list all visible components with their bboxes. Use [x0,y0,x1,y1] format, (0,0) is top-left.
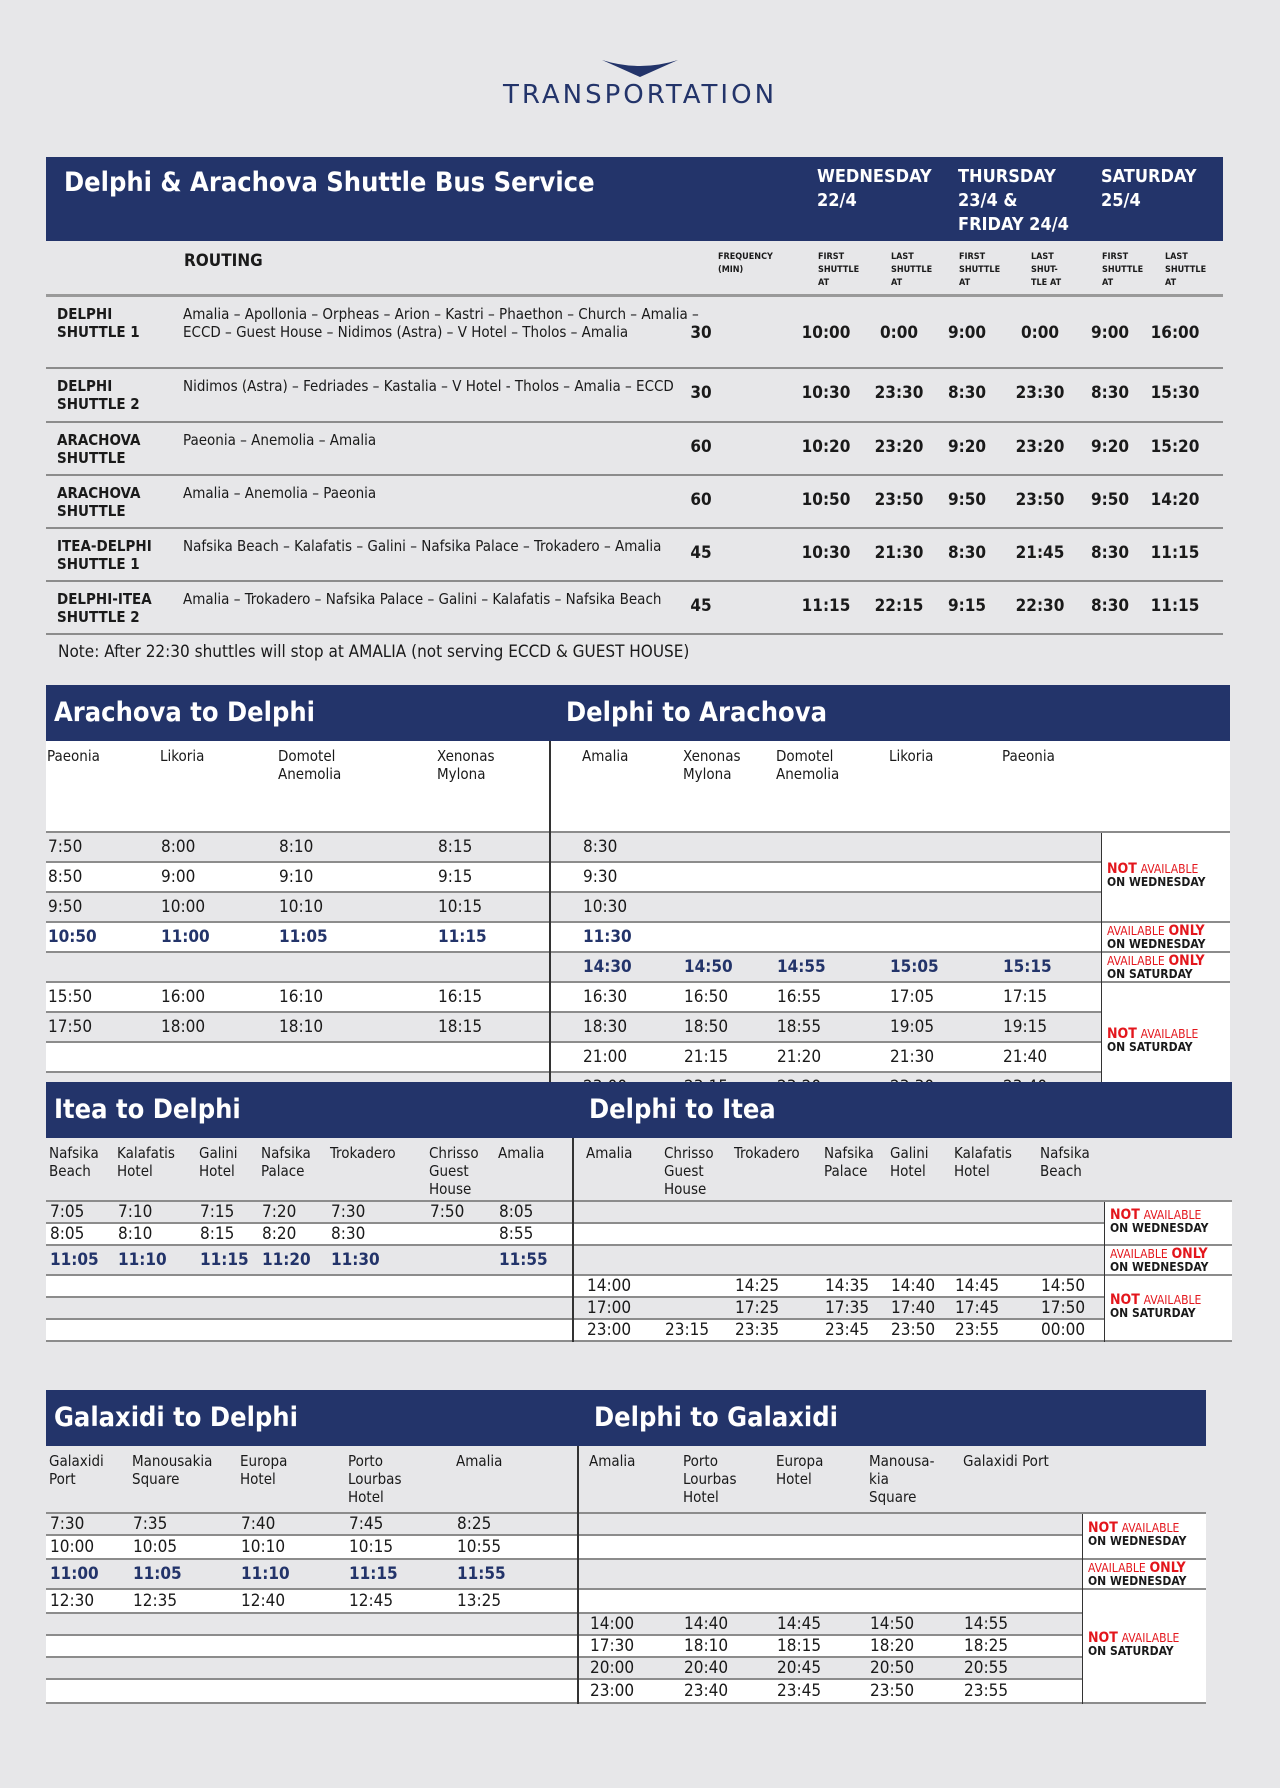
time-cell: 23:35 [735,1320,780,1340]
time-cell: 23:55 [955,1320,1000,1340]
time-cell: 10:55 [457,1537,502,1557]
frequency-value: 30 [690,323,712,343]
time-cell: 14:55 [964,1614,1009,1634]
shuttle-table-title: Delphi & Arachova Shuttle Bus Service [64,167,595,198]
time-value: 21:45 [1015,543,1065,563]
time-value: 15:30 [1150,383,1200,403]
stop-header: Porto Lourbas Hotel [683,1452,737,1506]
table-row [578,1536,1083,1560]
time-cell: 7:30 [50,1514,85,1534]
stop-header: Galini Hotel [890,1144,929,1180]
time-cell: 18:10 [684,1636,729,1656]
stop-header: Kalafatis Hotel [954,1144,1012,1180]
time-cell: 19:15 [1003,1017,1048,1037]
time-cell: 11:55 [499,1250,548,1270]
table-row [573,1224,1105,1246]
time-cell: 16:50 [684,987,729,1007]
column-header: FIRST SHUTTLE AT [818,252,860,288]
time-value: 8:30 [947,383,987,403]
availability-note: AVAILABLE ONLY ON SATURDAY [1102,953,1230,983]
time-cell: 14:40 [891,1276,936,1296]
stop-header: Amalia [456,1452,503,1470]
route-path: Amalia – Anemolia – Paeonia [183,484,377,502]
time-cell: 23:40 [684,1681,729,1701]
stop-header: Domotel Anemolia [278,747,342,783]
time-value: 14:20 [1150,490,1200,510]
time-value: 9:50 [1090,490,1130,510]
route-name: ITEA-DELPHI SHUTTLE 1 [57,537,152,573]
column-header: LAST SHUTTLE AT [1165,252,1207,288]
time-value: 11:15 [1150,543,1200,563]
time-cell: 18:30 [583,1017,628,1037]
transportation-logo [0,58,1280,110]
time-cell: 7:40 [241,1514,276,1534]
column-header: FREQUENCY (MIN) [718,252,773,275]
stop-header: Porto Lourbas Hotel [348,1452,402,1506]
time-value: 9:50 [947,490,987,510]
time-value: 11:15 [801,596,851,616]
time-cell: 7:05 [50,1202,85,1222]
time-cell: 11:20 [262,1250,311,1270]
availability-note: AVAILABLE ONLY ON WEDNESDAY [1083,1560,1206,1590]
stop-header: Likoria [160,747,205,765]
stop-header: Trokadero [734,1144,800,1162]
time-cell: 12:30 [50,1591,95,1611]
stop-header: Kalafatis Hotel [117,1144,175,1180]
time-cell: 8:00 [161,837,196,857]
time-cell: 15:05 [890,957,939,977]
time-cell: 14:35 [825,1276,870,1296]
stop-header: Likoria [889,747,934,765]
time-cell: 8:30 [583,837,618,857]
time-value: 9:20 [1090,437,1130,457]
stop-header: Chrisso Guest House [429,1144,479,1198]
time-cell: 9:30 [583,867,618,887]
time-cell: 23:00 [587,1320,632,1340]
stop-header: Chrisso Guest House [664,1144,714,1198]
time-cell: 14:50 [684,957,733,977]
time-cell: 23:55 [964,1681,1009,1701]
frequency-value: 30 [690,383,712,403]
right-title: Delphi to Itea [589,1094,776,1125]
time-cell: 9:00 [161,867,196,887]
frequency-value: 60 [690,437,712,457]
time-cell: 11:05 [279,927,328,947]
table-row [46,1043,550,1073]
time-cell: 9:10 [279,867,314,887]
route-name: ARACHOVA SHUTTLE [57,431,141,467]
stop-header: Nafsika Beach [1040,1144,1090,1180]
stop-header: Paeonia [1002,747,1055,765]
time-cell: 23:00 [590,1681,635,1701]
time-value: 21:30 [874,543,924,563]
time-value: 10:50 [801,490,851,510]
column-divider [572,1138,574,1342]
column-divider [549,741,551,1103]
table-row [550,893,1102,923]
time-cell: 11:05 [133,1564,182,1584]
route-path: Amalia – Trokadero – Nafsika Palace – Galini – Kalafatis – Nafsika Beach [183,590,662,608]
stop-header: Manousakia Square [132,1452,213,1488]
time-value: 11:15 [1150,596,1200,616]
time-cell: 9:50 [48,897,83,917]
time-cell: 11:15 [438,927,487,947]
column-header: FIRST SHUTTLE AT [1102,252,1144,288]
time-cell: 7:20 [262,1202,297,1222]
arachova-header-bar [46,685,1230,741]
day-header-saturday: SATURDAY 25/4 [1101,166,1197,211]
time-cell: 14:40 [684,1614,729,1634]
route-name: DELPHI-ITEA SHUTTLE 2 [57,590,152,626]
day-header-wednesday: WEDNESDAY 22/4 [817,166,932,211]
time-value: 23:20 [874,437,924,457]
time-cell: 17:50 [1041,1298,1086,1318]
time-cell: 17:40 [891,1298,936,1318]
time-cell: 10:15 [438,897,483,917]
column-divider [577,1446,579,1704]
time-cell: 11:30 [331,1250,380,1270]
time-cell: 16:15 [438,987,483,1007]
time-cell: 18:15 [777,1636,822,1656]
time-cell: 12:35 [133,1591,178,1611]
time-cell: 18:10 [279,1017,324,1037]
time-value: 23:50 [874,490,924,510]
column-header: FIRST SHUTTLE AT [959,252,1001,288]
time-cell: 17:05 [890,987,935,1007]
time-value: 23:50 [1015,490,1065,510]
stop-header: Amalia [582,747,629,765]
time-cell: 10:50 [48,927,97,947]
route-name: ARACHOVA SHUTTLE [57,484,141,520]
route-row [46,582,1223,635]
availability-note: NOT AVAILABLE ON WEDNESDAY [1083,1514,1206,1560]
chevron-wing-icon [600,58,680,78]
time-cell: 11:10 [241,1564,290,1584]
frequency-value: 45 [690,543,712,563]
route-row [46,476,1223,529]
routing-label: ROUTING [184,251,263,271]
time-value: 10:30 [801,383,851,403]
time-cell: 7:30 [331,1202,366,1222]
time-cell: 17:15 [1003,987,1048,1007]
time-value: 10:20 [801,437,851,457]
time-cell: 7:50 [48,837,83,857]
availability-note: AVAILABLE ONLY ON WEDNESDAY [1102,923,1230,953]
route-path: Paeonia – Anemolia – Amalia [183,431,377,449]
table-row [46,1298,573,1320]
time-value: 10:00 [801,323,851,343]
time-cell: 13:25 [457,1591,502,1611]
time-cell: 14:25 [735,1276,780,1296]
time-value: 23:30 [874,383,924,403]
time-cell: 12:45 [349,1591,394,1611]
time-cell: 10:05 [133,1537,178,1557]
time-cell: 16:00 [161,987,206,1007]
time-cell: 7:45 [349,1514,384,1534]
time-cell: 11:10 [118,1250,167,1270]
time-cell: 18:15 [438,1017,483,1037]
table-row [573,1246,1105,1276]
time-cell: 14:50 [870,1614,915,1634]
time-cell: 23:45 [825,1320,870,1340]
time-value: 15:20 [1150,437,1200,457]
time-value: 22:30 [1015,596,1065,616]
time-cell: 19:05 [890,1017,935,1037]
time-cell: 21:00 [583,1047,628,1067]
time-cell: 17:50 [48,1017,93,1037]
time-cell: 18:25 [964,1636,1009,1656]
stop-header: Xenonas Mylona [437,747,495,783]
time-cell: 9:15 [438,867,473,887]
time-cell: 20:00 [590,1658,635,1678]
time-cell: 14:50 [1041,1276,1086,1296]
time-cell: 11:55 [457,1564,506,1584]
frequency-value: 45 [690,596,712,616]
time-cell: 10:00 [50,1537,95,1557]
stop-header: Nafsika Beach [49,1144,99,1180]
route-path: Nafsika Beach – Kalafatis – Galini – Nafsika Palace – Trokadero – Amalia [183,537,662,555]
time-cell: 11:00 [161,927,210,947]
time-value: 0:00 [879,323,919,343]
shuttle-table-header [46,157,1223,241]
time-cell: 18:55 [777,1017,822,1037]
time-cell: 8:10 [279,837,314,857]
time-cell: 23:50 [891,1320,936,1340]
time-cell: 18:50 [684,1017,729,1037]
time-cell: 8:10 [118,1224,153,1244]
table-row [550,923,1102,953]
table-row [46,1614,578,1636]
time-value: 9:00 [947,323,987,343]
right-title: Delphi to Galaxidi [594,1402,838,1433]
route-row [46,423,1223,476]
stop-header: Nafsika Palace [824,1144,874,1180]
time-cell: 14:30 [583,957,632,977]
route-name: DELPHI SHUTTLE 1 [57,305,140,341]
table-row [550,833,1102,863]
time-cell: 00:00 [1041,1320,1086,1340]
time-cell: 11:15 [349,1564,398,1584]
time-cell: 23:15 [665,1320,710,1340]
availability-note: NOT AVAILABLE ON SATURDAY [1083,1590,1206,1704]
availability-note: NOT AVAILABLE ON WEDNESDAY [1105,1202,1232,1246]
left-title: Galaxidi to Delphi [54,1402,298,1433]
time-cell: 20:50 [870,1658,915,1678]
stop-header: Europa Hotel [776,1452,824,1488]
stop-header: Galaxidi Port [49,1452,104,1488]
time-cell: 15:15 [1003,957,1052,977]
time-cell: 23:45 [777,1681,822,1701]
stop-header: Galaxidi Port [963,1452,1049,1470]
frequency-value: 60 [690,490,712,510]
time-cell: 17:45 [955,1298,1000,1318]
time-cell: 14:55 [777,957,826,977]
time-cell: 18:20 [870,1636,915,1656]
left-title: Arachova to Delphi [54,697,315,728]
left-title: Itea to Delphi [54,1094,241,1125]
stop-header: Trokadero [330,1144,396,1162]
shuttle-note: Note: After 22:30 shuttles will stop at AMALIA (not serving ECCD & GUEST HOUSE) [58,642,690,662]
stop-header: Nafsika Palace [261,1144,311,1180]
stop-header: Domotel Anemolia [776,747,840,783]
time-cell: 12:40 [241,1591,286,1611]
stop-header: Europa Hotel [240,1452,288,1488]
time-cell: 14:45 [777,1614,822,1634]
stop-header: Galini Hotel [199,1144,238,1180]
time-value: 0:00 [1020,323,1060,343]
time-cell: 11:30 [583,927,632,947]
time-value: 23:30 [1015,383,1065,403]
table-row [46,953,550,983]
table-row [46,1320,573,1342]
table-row [550,863,1102,893]
stop-header: Amalia [586,1144,633,1162]
time-cell: 8:50 [48,867,83,887]
time-cell: 17:30 [590,1636,635,1656]
route-name: DELPHI SHUTTLE 2 [57,377,140,413]
time-cell: 10:30 [583,897,628,917]
time-cell: 8:15 [438,837,473,857]
time-cell: 8:05 [50,1224,85,1244]
time-cell: 7:50 [430,1202,465,1222]
table-row [578,1560,1083,1590]
time-cell: 16:10 [279,987,324,1007]
time-cell: 10:10 [279,897,324,917]
table-row [578,1590,1083,1614]
time-value: 8:30 [1090,543,1130,563]
time-value: 8:30 [1090,596,1130,616]
availability-note: AVAILABLE ONLY ON WEDNESDAY [1105,1246,1232,1276]
time-cell: 21:30 [890,1047,935,1067]
time-cell: 16:55 [777,987,822,1007]
time-cell: 21:20 [777,1047,822,1067]
availability-note: NOT AVAILABLE ON WEDNESDAY [1102,833,1230,923]
availability-note: NOT AVAILABLE ON SATURDAY [1105,1276,1232,1342]
time-value: 10:30 [801,543,851,563]
time-cell: 8:05 [499,1202,534,1222]
time-value: 23:20 [1015,437,1065,457]
time-cell: 15:50 [48,987,93,1007]
stop-header: Amalia [498,1144,545,1162]
time-cell: 21:15 [684,1047,729,1067]
route-row [46,369,1223,423]
table-row [573,1202,1105,1224]
table-row [46,1636,578,1658]
column-header: LAST SHUT- TLE AT [1031,252,1062,288]
time-cell: 20:40 [684,1658,729,1678]
time-value: 8:30 [1090,383,1130,403]
time-cell: 14:45 [955,1276,1000,1296]
time-cell: 14:00 [587,1276,632,1296]
time-cell: 17:00 [587,1298,632,1318]
right-title: Delphi to Arachova [566,697,827,728]
time-cell: 21:40 [1003,1047,1048,1067]
shuttle-service-table [46,157,1223,635]
time-cell: 14:00 [590,1614,635,1634]
time-cell: 10:15 [349,1537,394,1557]
itea-header-bar [46,1082,1232,1138]
stop-header: Manousa- kia Square [869,1452,935,1506]
column-header: LAST SHUTTLE AT [891,252,933,288]
galaxidi-header-bar [46,1390,1206,1446]
table-row [46,1276,573,1298]
route-row [46,297,1223,369]
route-path: Nidimos (Astra) – Fedriades – Kastalia – V Hotel - Tholos – Amalia – ECCD [183,377,674,395]
time-cell: 11:15 [200,1250,249,1270]
time-cell: 8:30 [331,1224,366,1244]
time-cell: 20:55 [964,1658,1009,1678]
time-cell: 8:25 [457,1514,492,1534]
time-cell: 17:35 [825,1298,870,1318]
time-value: 16:00 [1150,323,1200,343]
time-value: 22:15 [874,596,924,616]
time-value: 9:00 [1090,323,1130,343]
time-cell: 10:10 [241,1537,286,1557]
time-cell: 20:45 [777,1658,822,1678]
time-cell: 16:30 [583,987,628,1007]
time-cell: 11:05 [50,1250,99,1270]
route-row [46,529,1223,582]
time-value: 8:30 [947,543,987,563]
time-cell: 17:25 [735,1298,780,1318]
time-cell: 7:10 [118,1202,153,1222]
time-value: 9:20 [947,437,987,457]
stop-header: Xenonas Mylona [683,747,741,783]
day-header-thursday-friday: THURSDAY 23/4 & FRIDAY 24/4 [958,166,1069,235]
availability-note: NOT AVAILABLE ON SATURDAY [1102,983,1230,1103]
route-path: Amalia – Apollonia – Orpheas – Arion – Kastri – Phaethon – Church – Amalia – ECCD – Guest House – Nidimos (Astra) – V Hotel – Tholos – Amalia [183,305,699,341]
time-cell: 7:35 [133,1514,168,1534]
time-value: 9:15 [947,596,987,616]
time-cell: 7:15 [200,1202,235,1222]
time-cell: 8:15 [200,1224,235,1244]
time-cell: 23:50 [870,1681,915,1701]
shuttle-table-subheader [46,241,1223,297]
table-row [46,1680,578,1704]
time-cell: 8:20 [262,1224,297,1244]
table-row [46,1514,578,1536]
stop-header: Amalia [589,1452,636,1470]
time-cell: 8:55 [499,1224,534,1244]
time-cell: 11:00 [50,1564,99,1584]
stop-header: Paeonia [47,747,100,765]
page-title: TRANSPORTATION [502,80,778,110]
time-cell: 18:00 [161,1017,206,1037]
time-cell: 10:00 [161,897,206,917]
table-row [578,1514,1083,1536]
table-row [46,1658,578,1680]
